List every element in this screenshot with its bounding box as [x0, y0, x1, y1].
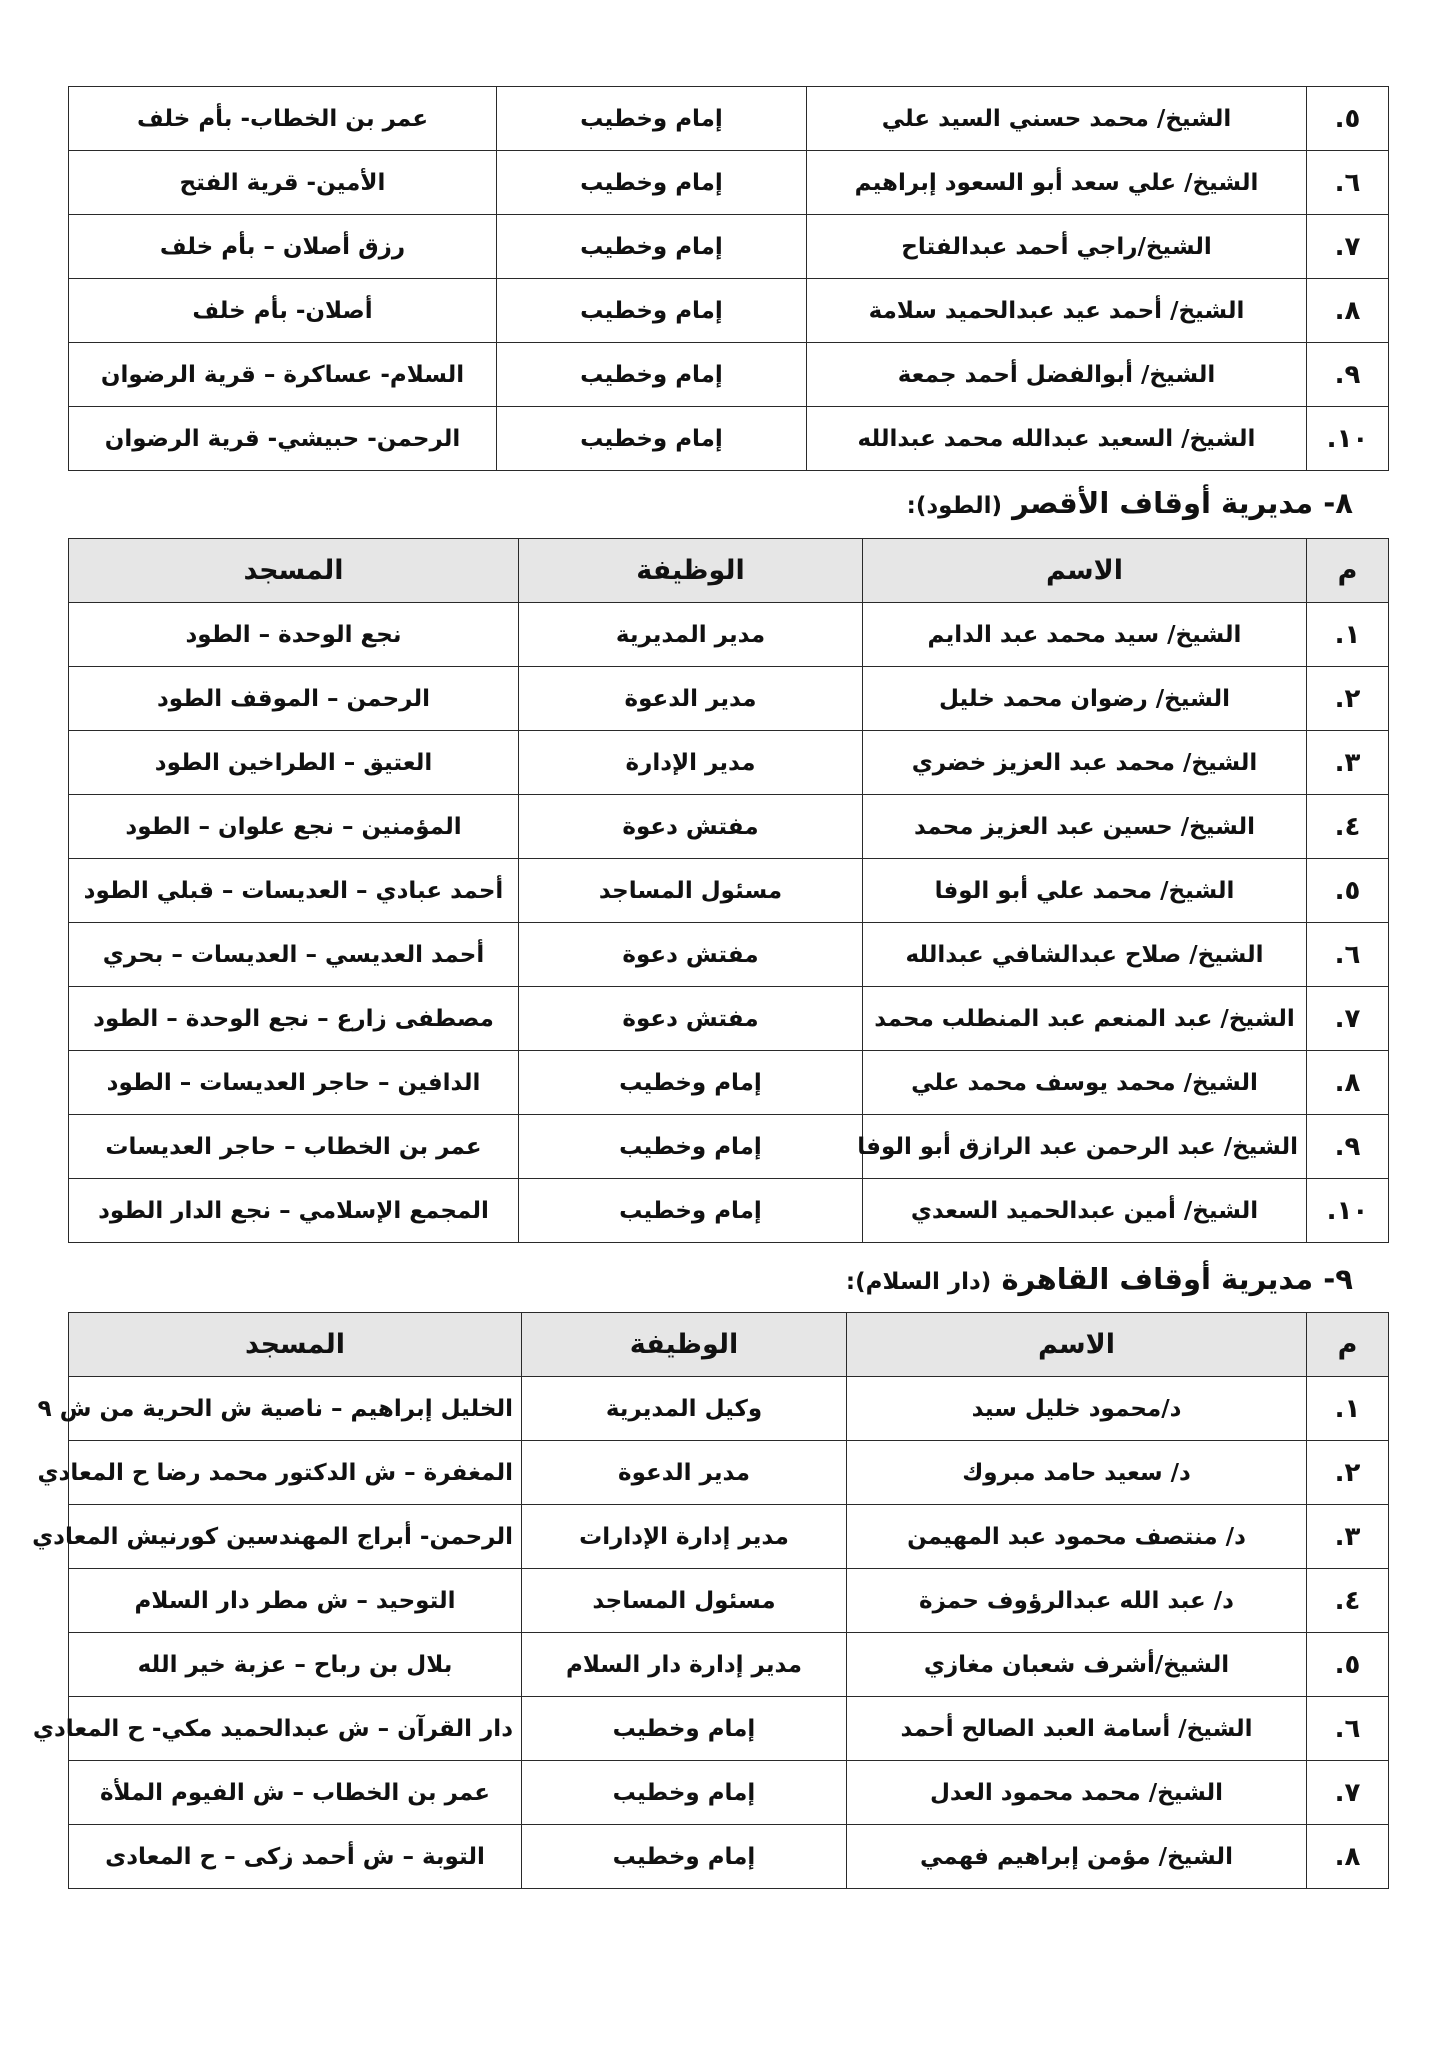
- row-number: ٨.: [1307, 1825, 1389, 1889]
- job-cell: مدير الإدارة: [519, 731, 863, 795]
- table-row: [69, 151, 1389, 215]
- header-job: الوظيفة: [522, 1313, 847, 1377]
- header-mosque: المسجد: [69, 1313, 522, 1377]
- table-row: [69, 1697, 1389, 1761]
- job-cell: إمام وخطيب: [522, 1761, 847, 1825]
- name-cell: الشيخ/ أبوالفضل أحمد جمعة: [807, 343, 1307, 407]
- row-number: ١٠.: [1307, 407, 1389, 471]
- job-cell: مسئول المساجد: [519, 859, 863, 923]
- section-title: مديرية أوقاف القاهرة: [1001, 1262, 1314, 1296]
- row-number: ٩.: [1307, 1115, 1389, 1179]
- job-cell: إمام وخطيب: [522, 1697, 847, 1761]
- table-row: [69, 1761, 1389, 1825]
- row-number: ٦.: [1307, 923, 1389, 987]
- table-row: [69, 923, 1389, 987]
- job-cell: مفتش دعوة: [519, 923, 863, 987]
- row-number: ٩.: [1307, 343, 1389, 407]
- row-number: ٥.: [1307, 859, 1389, 923]
- job-cell: مدير المديرية: [519, 603, 863, 667]
- name-cell: الشيخ/ علي سعد أبو السعود إبراهيم: [807, 151, 1307, 215]
- header-name: الاسم: [863, 539, 1307, 603]
- mosque-cell: السلام- عساكرة – قرية الرضوان: [69, 343, 497, 407]
- name-cell: الشيخ/ عبد المنعم عبد المنطلب محمد: [863, 987, 1307, 1051]
- section-number: ٩-: [1323, 1262, 1353, 1296]
- row-number: ٧.: [1307, 215, 1389, 279]
- section-title: مديرية أوقاف الأقصر: [1012, 486, 1314, 520]
- mosque-cell: عمر بن الخطاب – حاجر العديسات: [69, 1115, 519, 1179]
- table-row: [69, 1569, 1389, 1633]
- name-cell: د/ عبد الله عبدالرؤوف حمزة: [847, 1569, 1307, 1633]
- mosque-cell: التوحيد – ش مطر دار السلام: [69, 1569, 522, 1633]
- name-cell: الشيخ/ سيد محمد عبد الدايم: [863, 603, 1307, 667]
- mosque-cell: المجمع الإسلامي – نجع الدار الطود: [69, 1179, 519, 1243]
- row-number: ٦.: [1307, 151, 1389, 215]
- section-heading-luxor: [907, 486, 1353, 520]
- mosque-cell: أحمد العديسي – العديسات – بحري: [69, 923, 519, 987]
- mosque-cell: عمر بن الخطاب – ش الفيوم الملأة: [69, 1761, 522, 1825]
- table-row: [69, 603, 1389, 667]
- table-row: [69, 1377, 1389, 1441]
- table-row: [69, 1825, 1389, 1889]
- row-number: ١.: [1307, 603, 1389, 667]
- name-cell: الشيخ/ محمد يوسف محمد علي: [863, 1051, 1307, 1115]
- mosque-cell: دار القرآن – ش عبدالحميد مكي- ح المعادي: [69, 1697, 522, 1761]
- mosque-cell: مصطفى زارع – نجع الوحدة – الطود: [69, 987, 519, 1051]
- mosque-cell: العتيق – الطراخين الطود: [69, 731, 519, 795]
- mosque-cell: أحمد عبادي – العديسات – قبلي الطود: [69, 859, 519, 923]
- table-row: [69, 1115, 1389, 1179]
- name-cell: د/ منتصف محمود عبد المهيمن: [847, 1505, 1307, 1569]
- table-row: [69, 795, 1389, 859]
- table-row: [69, 1505, 1389, 1569]
- job-cell: إمام وخطيب: [497, 407, 807, 471]
- header-num: م: [1307, 1313, 1389, 1377]
- row-number: ٣.: [1307, 1505, 1389, 1569]
- mosque-cell: الدافين – حاجر العديسات – الطود: [69, 1051, 519, 1115]
- mosque-cell: رزق أصلان – بأم خلف: [69, 215, 497, 279]
- name-cell: الشيخ/ محمد محمود العدل: [847, 1761, 1307, 1825]
- mosque-cell: الرحمن- حبيشي- قرية الرضوان: [69, 407, 497, 471]
- table-row: [69, 87, 1389, 151]
- job-cell: إمام وخطيب: [497, 279, 807, 343]
- name-cell: الشيخ/ محمد علي أبو الوفا: [863, 859, 1307, 923]
- job-cell: إمام وخطيب: [497, 343, 807, 407]
- name-cell: د/ سعيد حامد مبروك: [847, 1441, 1307, 1505]
- row-number: ٣.: [1307, 731, 1389, 795]
- table-row: [69, 343, 1389, 407]
- row-number: ٤.: [1307, 1569, 1389, 1633]
- row-number: ٨.: [1307, 279, 1389, 343]
- job-cell: مفتش دعوة: [519, 987, 863, 1051]
- table-row: [69, 279, 1389, 343]
- mosque-cell: أصلان- بأم خلف: [69, 279, 497, 343]
- name-cell: الشيخ/ محمد حسني السيد علي: [807, 87, 1307, 151]
- name-cell: الشيخ/ حسين عبد العزيز محمد: [863, 795, 1307, 859]
- section-heading-cairo: [846, 1262, 1353, 1296]
- row-number: ٥.: [1307, 87, 1389, 151]
- row-number: ٢.: [1307, 1441, 1389, 1505]
- row-number: ١.: [1307, 1377, 1389, 1441]
- job-cell: إمام وخطيب: [519, 1115, 863, 1179]
- name-cell: الشيخ/ أسامة العبد الصالح أحمد: [847, 1697, 1307, 1761]
- header-num: م: [1307, 539, 1389, 603]
- section-number: ٨-: [1323, 486, 1353, 520]
- row-number: ٧.: [1307, 987, 1389, 1051]
- table-continued: [68, 86, 1389, 471]
- job-cell: مفتش دعوة: [519, 795, 863, 859]
- table-luxor: [68, 538, 1389, 1243]
- job-cell: مدير الدعوة: [519, 667, 863, 731]
- mosque-cell: المغفرة – ش الدكتور محمد رضا ح المعادي: [69, 1441, 522, 1505]
- name-cell: الشيخ/ رضوان محمد خليل: [863, 667, 1307, 731]
- table-row: [69, 731, 1389, 795]
- row-number: ٨.: [1307, 1051, 1389, 1115]
- mosque-cell: نجع الوحدة – الطود: [69, 603, 519, 667]
- table-row: [69, 859, 1389, 923]
- mosque-cell: الأمين- قرية الفتح: [69, 151, 497, 215]
- table-row: [69, 1633, 1389, 1697]
- header-mosque: المسجد: [69, 539, 519, 603]
- section-subtitle: (دار السلام):: [845, 1269, 992, 1295]
- name-cell: الشيخ/ محمد عبد العزيز خضري: [863, 731, 1307, 795]
- name-cell: الشيخ/ السعيد عبدالله محمد عبدالله: [807, 407, 1307, 471]
- job-cell: مدير الدعوة: [522, 1441, 847, 1505]
- row-number: ١٠.: [1307, 1179, 1389, 1243]
- job-cell: إمام وخطيب: [497, 87, 807, 151]
- table-row: [69, 407, 1389, 471]
- mosque-cell: الرحمن – الموقف الطود: [69, 667, 519, 731]
- job-cell: مدير إدارة دار السلام: [522, 1633, 847, 1697]
- mosque-cell: بلال بن رباح – عزبة خير الله: [69, 1633, 522, 1697]
- name-cell: الشيخ/ عبد الرحمن عبد الرازق أبو الوفا: [863, 1115, 1307, 1179]
- name-cell: الشيخ/ أمين عبدالحميد السعدي: [863, 1179, 1307, 1243]
- header-name: الاسم: [847, 1313, 1307, 1377]
- mosque-cell: المؤمنين – نجع علوان – الطود: [69, 795, 519, 859]
- job-cell: إمام وخطيب: [522, 1825, 847, 1889]
- row-number: ٥.: [1307, 1633, 1389, 1697]
- table-header-row: [69, 1313, 1389, 1377]
- header-job: الوظيفة: [519, 539, 863, 603]
- job-cell: إمام وخطيب: [519, 1179, 863, 1243]
- job-cell: مسئول المساجد: [522, 1569, 847, 1633]
- row-number: ٤.: [1307, 795, 1389, 859]
- job-cell: وكيل المديرية: [522, 1377, 847, 1441]
- job-cell: إمام وخطيب: [519, 1051, 863, 1115]
- name-cell: الشيخ/راجي أحمد عبدالفتاح: [807, 215, 1307, 279]
- name-cell: د/محمود خليل سيد: [847, 1377, 1307, 1441]
- mosque-cell: الخليل إبراهيم – ناصية ش الحرية من ش ٩: [69, 1377, 522, 1441]
- table-row: [69, 667, 1389, 731]
- table-header-row: [69, 539, 1389, 603]
- table-row: [69, 1051, 1389, 1115]
- section-subtitle: (الطود):: [906, 493, 1003, 519]
- table-row: [69, 215, 1389, 279]
- job-cell: إمام وخطيب: [497, 151, 807, 215]
- table-cairo: [32, 1312, 1389, 1889]
- name-cell: الشيخ/ أحمد عيد عبدالحميد سلامة: [807, 279, 1307, 343]
- row-number: ٢.: [1307, 667, 1389, 731]
- job-cell: إمام وخطيب: [497, 215, 807, 279]
- row-number: ٦.: [1307, 1697, 1389, 1761]
- mosque-cell: عمر بن الخطاب- بأم خلف: [69, 87, 497, 151]
- mosque-cell: التوبة – ش أحمد زكى – ح المعادى: [69, 1825, 522, 1889]
- name-cell: الشيخ/ صلاح عبدالشافي عبدالله: [863, 923, 1307, 987]
- name-cell: الشيخ/أشرف شعبان مغازي: [847, 1633, 1307, 1697]
- name-cell: الشيخ/ مؤمن إبراهيم فهمي: [847, 1825, 1307, 1889]
- table-row: [69, 987, 1389, 1051]
- table-row: [69, 1179, 1389, 1243]
- job-cell: مدير إدارة الإدارات: [522, 1505, 847, 1569]
- table-row: [69, 1441, 1389, 1505]
- row-number: ٧.: [1307, 1761, 1389, 1825]
- mosque-cell: الرحمن- أبراج المهندسين كورنيش المعادي: [69, 1505, 522, 1569]
